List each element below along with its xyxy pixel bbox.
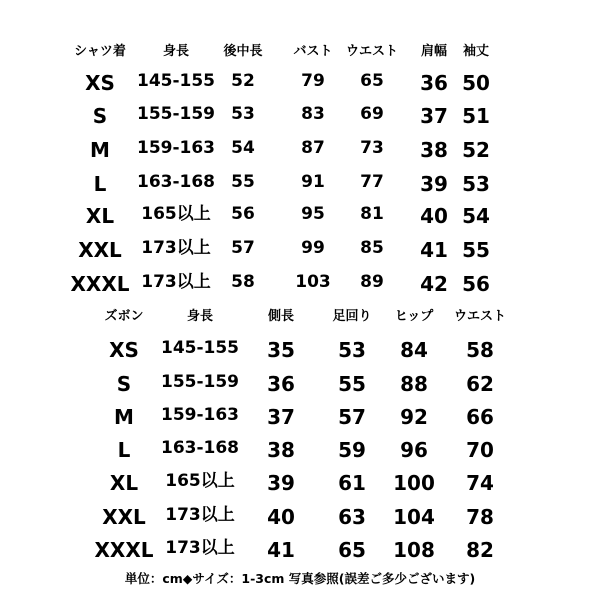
- pants-size-label: XXXL: [94, 538, 154, 562]
- shirt-value-cell: 53: [231, 104, 255, 124]
- pants-value-cell: 108: [393, 538, 435, 562]
- shirt-value-cell: 173以上: [141, 272, 211, 292]
- shirt-value-cell: 145-155: [136, 71, 216, 91]
- pants-value-cell: 58: [466, 338, 494, 362]
- pants-value-cell: 65: [338, 538, 366, 562]
- shirt-value-cell: 56: [462, 272, 490, 296]
- pants-value-cell: 61: [338, 471, 366, 495]
- pants-value-cell: 145-155: [160, 338, 240, 358]
- shirt-value-cell: 65: [360, 71, 384, 91]
- pants-value-cell: 41: [267, 538, 295, 562]
- shirt-header-cell: 袖丈: [462, 44, 490, 59]
- shirt-header-cell: シャツ着: [74, 44, 126, 59]
- shirt-value-cell: 95: [301, 204, 325, 224]
- shirt-header-cell: バスト: [293, 44, 333, 59]
- pants-header-cell: 側長: [267, 309, 295, 324]
- shirt-value-cell: 41: [420, 238, 448, 262]
- pants-size-label: XS: [109, 338, 139, 362]
- shirt-value-cell: 165以上: [141, 204, 211, 224]
- shirt-value-cell: 54: [462, 204, 490, 228]
- shirt-size-label: L: [93, 172, 107, 196]
- pants-value-cell: 37: [267, 405, 295, 429]
- shirt-header-cell: 後中長: [223, 44, 263, 59]
- pants-value-cell: 55: [338, 372, 366, 396]
- shirt-value-cell: 87: [301, 138, 325, 158]
- pants-header-cell: 足回り: [332, 309, 372, 324]
- shirt-value-cell: 56: [231, 204, 255, 224]
- shirt-value-cell: 83: [301, 104, 325, 124]
- shirt-value-cell: 73: [360, 138, 384, 158]
- shirt-value-cell: 38: [420, 138, 448, 162]
- pants-value-cell: 40: [267, 505, 295, 529]
- pants-value-cell: 36: [267, 372, 295, 396]
- shirt-header-cell: ウエスト: [345, 44, 399, 59]
- shirt-value-cell: 103: [295, 272, 331, 292]
- pants-size-label: M: [114, 405, 134, 429]
- shirt-value-cell: 55: [231, 172, 255, 192]
- pants-value-cell: 96: [400, 438, 428, 462]
- footer-note: 単位：cm◆サイズ：1-3cm 写真参照(誤差ご多少ございます): [124, 571, 476, 586]
- pants-header-cell: 身長: [186, 309, 214, 324]
- pants-value-cell: 163-168: [160, 438, 240, 458]
- shirt-value-cell: 51: [462, 104, 490, 128]
- shirt-size-label: XS: [85, 71, 115, 95]
- pants-value-cell: 155-159: [160, 372, 240, 392]
- pants-value-cell: 78: [466, 505, 494, 529]
- pants-value-cell: 92: [400, 405, 428, 429]
- pants-header-cell: ヒップ: [394, 309, 434, 324]
- pants-header-cell: ウエスト: [453, 309, 507, 324]
- shirt-size-label: S: [92, 104, 108, 128]
- shirt-value-cell: 52: [462, 138, 490, 162]
- shirt-value-cell: 79: [301, 71, 325, 91]
- pants-value-cell: 66: [466, 405, 494, 429]
- pants-size-label: XXL: [102, 505, 146, 529]
- pants-value-cell: 82: [466, 538, 494, 562]
- pants-value-cell: 100: [393, 471, 435, 495]
- shirt-value-cell: 57: [231, 238, 255, 258]
- pants-value-cell: 35: [267, 338, 295, 362]
- shirt-size-label: XL: [85, 204, 115, 228]
- shirt-value-cell: 81: [360, 204, 384, 224]
- shirt-size-label: XXL: [78, 238, 122, 262]
- shirt-value-cell: 58: [231, 272, 255, 292]
- shirt-value-cell: 89: [360, 272, 384, 292]
- pants-value-cell: 63: [338, 505, 366, 529]
- shirt-value-cell: 42: [420, 272, 448, 296]
- pants-value-cell: 38: [267, 438, 295, 462]
- pants-header-cell: ズボン: [104, 309, 144, 324]
- shirt-value-cell: 163-168: [136, 172, 216, 192]
- pants-value-cell: 84: [400, 338, 428, 362]
- pants-value-cell: 165以上: [165, 471, 235, 491]
- shirt-value-cell: 85: [360, 238, 384, 258]
- shirt-value-cell: 159-163: [136, 138, 216, 158]
- shirt-value-cell: 39: [420, 172, 448, 196]
- pants-value-cell: 57: [338, 405, 366, 429]
- shirt-value-cell: 36: [420, 71, 448, 95]
- shirt-value-cell: 40: [420, 204, 448, 228]
- pants-value-cell: 62: [466, 372, 494, 396]
- shirt-value-cell: 53: [462, 172, 490, 196]
- shirt-value-cell: 37: [420, 104, 448, 128]
- pants-value-cell: 88: [400, 372, 428, 396]
- pants-value-cell: 53: [338, 338, 366, 362]
- shirt-header-cell: 肩幅: [420, 44, 448, 59]
- shirt-value-cell: 91: [301, 172, 325, 192]
- pants-value-cell: 39: [267, 471, 295, 495]
- shirt-size-label: M: [90, 138, 110, 162]
- pants-value-cell: 159-163: [160, 405, 240, 425]
- shirt-value-cell: 54: [231, 138, 255, 158]
- pants-size-label: S: [116, 372, 132, 396]
- pants-value-cell: 173以上: [165, 538, 235, 558]
- pants-value-cell: 173以上: [165, 505, 235, 525]
- shirt-value-cell: 50: [462, 71, 490, 95]
- pants-value-cell: 74: [466, 471, 494, 495]
- pants-value-cell: 59: [338, 438, 366, 462]
- shirt-value-cell: 69: [360, 104, 384, 124]
- pants-size-label: XL: [109, 471, 139, 495]
- shirt-value-cell: 55: [462, 238, 490, 262]
- shirt-size-label: XXXL: [70, 272, 130, 296]
- shirt-value-cell: 173以上: [141, 238, 211, 258]
- pants-value-cell: 70: [466, 438, 494, 462]
- shirt-value-cell: 155-159: [136, 104, 216, 124]
- shirt-value-cell: 77: [360, 172, 384, 192]
- shirt-value-cell: 52: [231, 71, 255, 91]
- shirt-value-cell: 99: [301, 238, 325, 258]
- pants-value-cell: 104: [393, 505, 435, 529]
- pants-size-label: L: [117, 438, 131, 462]
- shirt-header-cell: 身長: [162, 44, 190, 59]
